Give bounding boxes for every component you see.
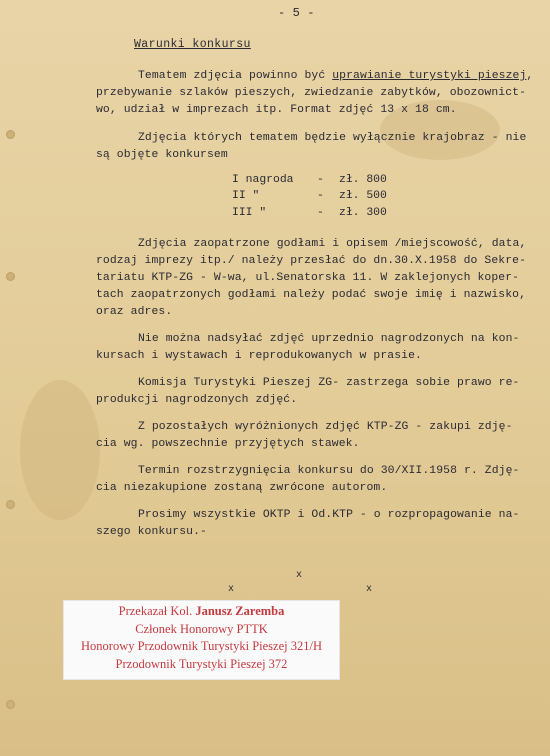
punch-hole	[6, 272, 15, 281]
paragraph-line: produkcji nagrodzonych zdjęć.	[96, 394, 298, 406]
label-line: Honorowy Przodownik Turystyki Pieszej 321/H	[81, 639, 322, 653]
prize-amount: zł. 300	[339, 207, 387, 219]
label-donor-line	[64, 603, 339, 621]
paragraph-line: Prosimy wszystkie OKTP i Od.KTP - o rozpropagowanie na-	[138, 509, 520, 521]
label-text: Przekazał Kol.	[118, 604, 196, 618]
paper-stain	[20, 380, 100, 520]
paragraph-line: Nie można nadsyłać zdjęć uprzednio nagrodzonych na kon-	[138, 333, 520, 345]
prize-place: I nagroda	[232, 174, 294, 186]
donation-label	[63, 600, 340, 680]
prize-place: II "	[232, 190, 260, 202]
label-line: Członek Honorowy PTTK	[135, 621, 268, 636]
paragraph-line: tariatu KTP-ZG - W-wa, ul.Senatorska 11. W zaklejonych koper-	[96, 272, 520, 284]
paragraph-line: Zdjęcia zaopatrzone godłami i opisem /miejscowość, data,	[138, 238, 527, 250]
paragraph-line: rodzaj imprezy itp./ należy przesłać do dn.30.X.1958 do Sekre-	[96, 255, 527, 267]
paragraph-line: przebywanie szlaków pieszych, zwiedzanie zabytków, obozownict-	[96, 87, 527, 99]
paragraph-line: oraz adres.	[96, 306, 173, 318]
paragraph-line	[138, 69, 533, 83]
page-number: - 5 -	[278, 6, 315, 20]
paragraph-line: wo, udział w imprezach itp. Format zdjęć 13 x 18 cm.	[96, 104, 457, 116]
punch-hole	[6, 130, 15, 139]
prize-dash: -	[317, 190, 324, 202]
prize-amount: zł. 500	[339, 190, 387, 202]
paragraph-line: cia niezakupione zostaną zwrócone autorom.	[96, 482, 388, 494]
paragraph-line: Komisja Turystyki Pieszej ZG- zastrzega sobie prawo re-	[138, 377, 520, 389]
punch-hole	[6, 500, 15, 509]
paragraph-line: Z pozostałych wyróżnionych zdjęć KTP-ZG - zakupi zdję-	[138, 421, 513, 433]
prize-dash: -	[317, 174, 324, 186]
punch-hole	[6, 700, 15, 709]
separator-mark: x	[296, 570, 303, 581]
text-span: ,	[526, 70, 534, 82]
paragraph-line: Termin rozstrzygnięcia konkursu do 30/XII.1958 r. Zdję-	[138, 465, 520, 477]
paragraph-line: tach zaopatrzonych godłami należy podać swoje imię i nazwisko,	[96, 289, 527, 301]
text-span: Tematem zdjęcia powinno być	[138, 70, 333, 82]
separator-mark: x	[366, 584, 373, 595]
paragraph-line: są objęte konkursem	[96, 149, 228, 161]
page-title: Warunki konkursu	[134, 38, 251, 51]
label-line: Przodownik Turystyki Pieszej 372	[115, 656, 288, 671]
donor-name: Janusz Zaremba	[195, 604, 285, 618]
prize-dash: -	[317, 207, 324, 219]
prize-place: III "	[232, 207, 267, 219]
paragraph-line: szego konkursu.-	[96, 526, 207, 538]
paragraph-line: cia wg. powszechnie przyjętych stawek.	[96, 438, 360, 450]
paragraph-line: kursach i wystawach i reprodukowanych w prasie.	[96, 350, 422, 362]
paragraph-line: Zdjęcia których tematem będzie wyłącznie krajobraz - nie	[138, 132, 527, 144]
prize-amount: zł. 800	[339, 174, 387, 186]
underlined-text: uprawianie turystyki pieszej	[332, 70, 527, 82]
separator-mark: x	[228, 584, 235, 595]
